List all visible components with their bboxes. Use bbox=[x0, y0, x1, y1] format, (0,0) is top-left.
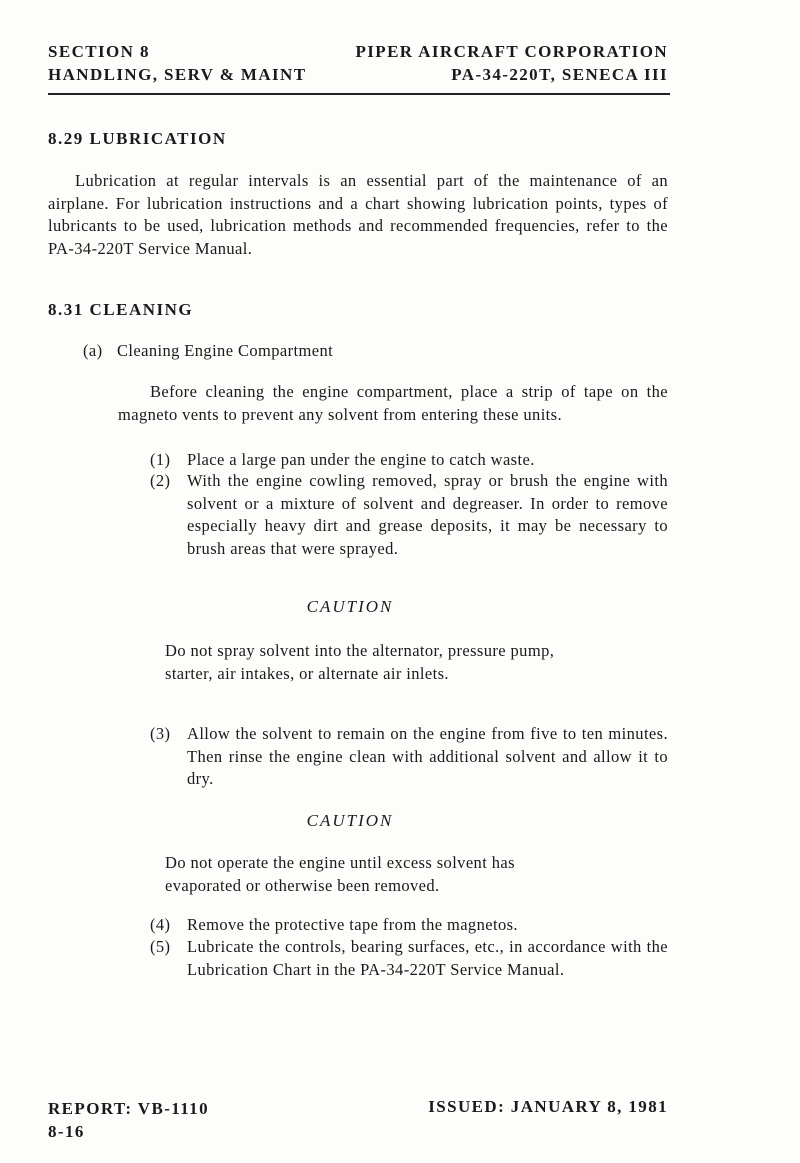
step-item bbox=[150, 723, 668, 791]
step-number: (2) bbox=[150, 471, 171, 490]
report-number: REPORT: VB-1110 bbox=[48, 1099, 209, 1118]
issue-date: ISSUED: JANUARY 8, 1981 bbox=[428, 1097, 668, 1116]
step-item bbox=[150, 936, 668, 981]
step-number: (4) bbox=[150, 915, 171, 934]
cleaning-heading: 8.31 CLEANING bbox=[48, 300, 194, 319]
step-text: Lubricate the controls, bearing surfaces, etc., in accordance with the Lubrication Chart in the PA-34-220T Service Manual. bbox=[187, 937, 668, 979]
caution-text: Do not operate the engine until excess solvent has evaporated or otherwise been removed. bbox=[165, 853, 515, 895]
lubrication-heading: 8.29 LUBRICATION bbox=[48, 129, 227, 148]
step-item bbox=[150, 470, 668, 560]
step-text: Allow the solvent to remain on the engine from five to ten minutes. Then rinse the engine clean with additional solvent and allow it to dry. bbox=[187, 724, 668, 788]
step-number: (1) bbox=[150, 450, 171, 469]
step-number: (5) bbox=[150, 937, 171, 956]
header-divider bbox=[48, 93, 670, 95]
subsection-label: (a) bbox=[83, 341, 103, 360]
caution-title: CAUTION bbox=[306, 597, 394, 616]
caution-title: CAUTION bbox=[306, 811, 394, 830]
aircraft-model: PA-34-220T, SENECA III bbox=[451, 65, 668, 84]
step-item bbox=[150, 914, 668, 937]
company-name: PIPER AIRCRAFT CORPORATION bbox=[355, 42, 668, 61]
step-text: Place a large pan under the engine to catch waste. bbox=[187, 450, 535, 469]
page-number: 8-16 bbox=[48, 1122, 85, 1141]
lubrication-paragraph: Lubrication at regular intervals is an essential part of the maintenance of an airplane. For lubrication instructions and a chart showing lubrication points, types of lubricants to be used, lubrication methods and recommended frequencies, refer to the PA-34-220T Service Manual. bbox=[48, 171, 668, 258]
cleaning-intro-paragraph: Before cleaning the engine compartment, place a strip of tape on the magneto vents to prevent any solvent from entering these units. bbox=[118, 382, 668, 424]
subsection-heading bbox=[83, 341, 333, 361]
step-text: With the engine cowling removed, spray or brush the engine with solvent or a mixture of solvent and degreaser. In order to remove especially heavy dirt and grease deposits, it may be necessary to brush areas that were sprayed. bbox=[187, 471, 668, 558]
subsection-title: Cleaning Engine Compartment bbox=[117, 341, 334, 360]
caution-text: Do not spray solvent into the alternator, pressure pump, starter, air intakes, or alternate air inlets. bbox=[165, 641, 555, 683]
section-title: HANDLING, SERV & MAINT bbox=[48, 65, 307, 84]
step-item bbox=[150, 449, 668, 472]
step-text: Remove the protective tape from the magnetos. bbox=[187, 915, 518, 934]
step-number: (3) bbox=[150, 724, 171, 743]
section-number: SECTION 8 bbox=[48, 42, 150, 61]
